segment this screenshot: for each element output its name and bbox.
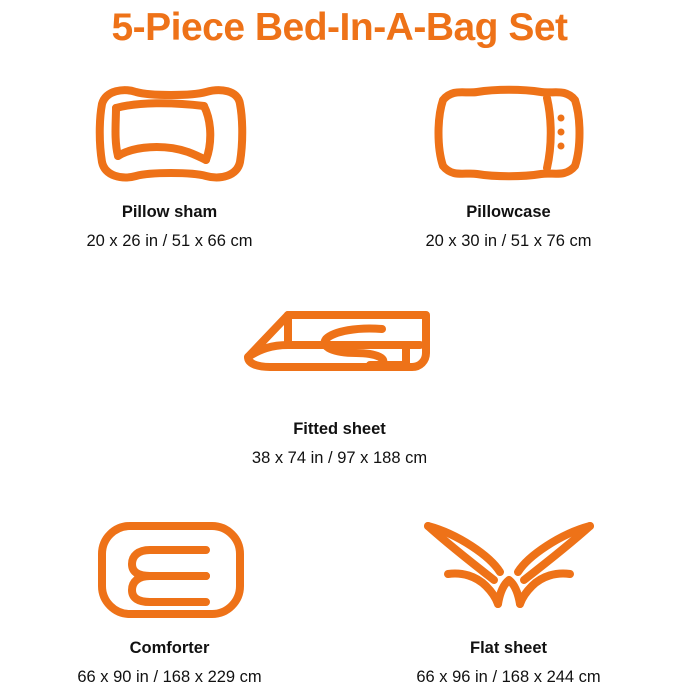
items-row-2	[0, 291, 679, 468]
item-label: Pillow sham	[121, 203, 218, 221]
fitted-sheet-art	[230, 291, 450, 411]
items-row-1	[0, 74, 679, 251]
item-label: Fitted sheet	[293, 420, 386, 438]
item-dimensions: 20 x 30 in / 51 x 76 cm	[425, 232, 592, 250]
item-flat-sheet	[339, 510, 678, 687]
item-pillowcase	[339, 74, 678, 251]
item-dimensions: 66 x 96 in / 168 x 244 cm	[416, 668, 601, 686]
comforter-art	[80, 510, 260, 630]
fitted-sheet-icon	[230, 301, 450, 401]
flat-sheet-icon	[414, 514, 604, 626]
comforter-icon	[80, 514, 260, 626]
page-title: 5-Piece Bed-In-A-Bag Set	[111, 6, 568, 49]
pillow-sham-art	[80, 74, 260, 194]
item-pillow-sham	[0, 74, 339, 251]
item-label: Comforter	[129, 639, 210, 657]
pillow-sham-icon	[80, 78, 260, 190]
flat-sheet-art	[414, 510, 604, 630]
item-dimensions: 38 x 74 in / 97 x 188 cm	[251, 449, 428, 467]
items-grid	[0, 74, 679, 687]
item-label: Flat sheet	[469, 639, 548, 657]
pillowcase-icon	[419, 78, 599, 190]
item-dimensions: 66 x 90 in / 168 x 229 cm	[77, 668, 262, 686]
item-comforter	[0, 510, 339, 687]
pillowcase-art	[419, 74, 599, 194]
items-row-3	[0, 510, 679, 687]
item-label: Pillowcase	[466, 203, 551, 221]
item-fitted-sheet	[170, 291, 509, 468]
item-dimensions: 20 x 26 in / 51 x 66 cm	[86, 232, 253, 250]
